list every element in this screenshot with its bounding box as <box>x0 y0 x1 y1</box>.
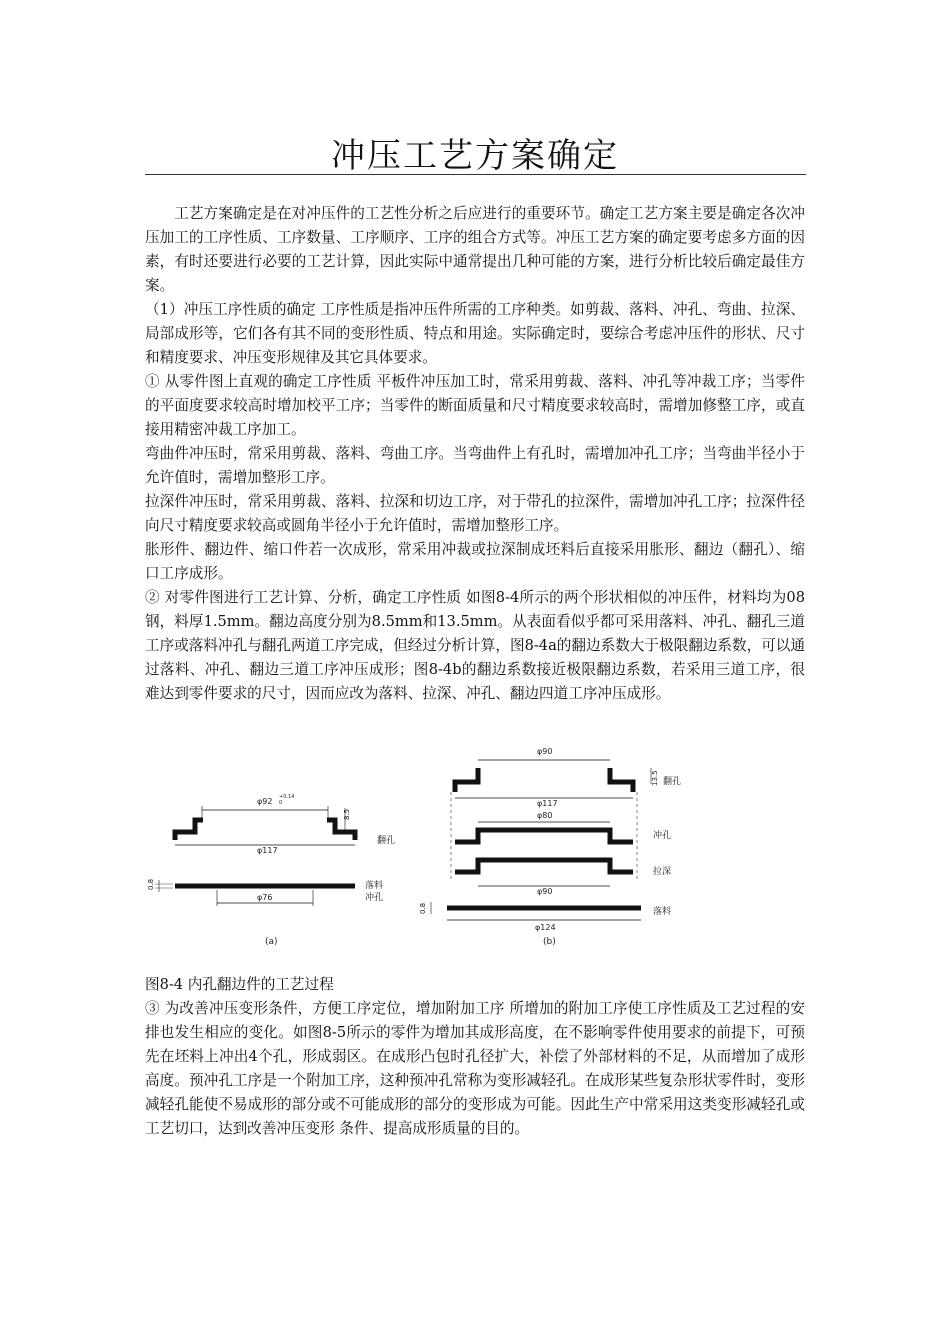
paragraph-bulging: 胀形件、翻边件、缩口件若一次成形，常采用冲裁或拉深制成坯料后直接采用胀形、翻边（翻孔）、缩口工序成形。 <box>145 541 805 582</box>
figure-b-labels <box>419 747 681 947</box>
title-underline <box>145 174 806 175</box>
figure-8-4 <box>145 740 705 960</box>
fig-b-dim-90: φ90 <box>537 887 553 896</box>
fig-a-step-flanging: 翻孔 <box>377 836 396 846</box>
figure-a-labels <box>147 794 395 947</box>
paragraph-bending: 弯曲件冲压时，常采用剪裁、落料、弯曲工序。当弯曲件上有孔时，需增加冲孔工序；当弯曲半径小于允许值时，需增加整形工序。 <box>145 445 805 486</box>
fig-b-label: (b) <box>543 937 556 947</box>
fig-a-dim-thick: 0.8 <box>147 878 155 890</box>
fig-a-dim-top-tol2: 0 <box>279 800 283 806</box>
fig-a-step-blanking: 落料 <box>365 881 384 891</box>
fig-b-step-blanking: 落料 <box>653 907 672 917</box>
fig-a-label: (a) <box>265 937 278 947</box>
fig-b-dim-top: φ90 <box>537 747 553 756</box>
fig-b-step-flanging: 翻孔 <box>663 777 682 787</box>
body-section-1 <box>145 202 805 706</box>
fig-a-step-piercing: 冲孔 <box>365 893 384 903</box>
figure-a <box>155 806 370 906</box>
fig-a-dim-height: 8.5 <box>343 808 351 820</box>
fig-a-dim-top-tol: +0.14 <box>279 794 295 800</box>
fig-b-step-piercing: 冲孔 <box>653 831 672 841</box>
paragraph-deep-drawing: 拉深件冲压时，常采用剪裁、落料、拉深和切边工序，对于带孔的拉深件，需增加冲孔工序；拉深件径向尺寸精度要求较高或圆角半径小于允许值时，需增加整形工序。 <box>145 493 805 534</box>
figure-drawing <box>145 740 705 960</box>
fig-b-dim-117: φ117 <box>537 799 558 808</box>
paragraph-from-drawing: ① 从零件图上直观的确定工序性质 平板件冲压加工时，常采用剪裁、落料、冲孔等冲裁工序；当零件的平面度要求较高时增加校平工序；当零件的断面质量和尺寸精度要求较高时，需增加修整工序，或直接用精密冲裁工序加工。 <box>145 373 805 438</box>
fig-a-dim-mid: φ117 <box>257 846 278 855</box>
fig-a-dim-top: φ92 <box>257 797 273 806</box>
figure-b <box>431 760 651 920</box>
fig-b-dim-124: φ124 <box>535 923 556 932</box>
fig-a-dim-bottom: φ76 <box>257 893 273 902</box>
paragraph-additional-process: ③ 为改善冲压变形条件，方便工序定位，增加附加工序 所增加的附加工序使工序性质及工艺过程的安排也发生相应的变化。如图8-5所示的零件为增加其成形高度，在不影响零件使用要求的前提下，可预先在坯料上冲出4个孔，形成弱区。在成形凸包时孔径扩大，补偿了外部材料的不足，从而增加了成形高度。预冲孔工序是一个附加工序，这种预冲孔常称为变形减轻孔。在成形某些复杂形状零件时，变形减轻孔能使不易成形的部分或不可能成形的部分的变形成为可能。因此生产中常采用这类变形减轻孔或工艺切口，达到改善冲压变形 条件、提高成形质量的目的。 <box>145 1000 805 1137</box>
body-section-2 <box>145 973 805 1141</box>
paragraph-calculation: ② 对零件图进行工艺计算、分析，确定工序性质 如图8-4所示的两个形状相似的冲压件，材料均为08钢，料厚1.5mm。翻边高度分别为8.5mm和13.5mm。从表面看似乎都可采用落料、冲孔、翻孔三道工序或落料冲孔与翻孔两道工序完成，但经过分析计算，图8-4a的翻边系数大于极限翻边系数，可以通过落料、冲孔、翻边三道工序冲压成形；图8-4b的翻边系数接近极限翻边系数，若采用三道工序，很难达到零件要求的尺寸，因而应改为落料、拉深、冲孔、翻边四道工序冲压成形。 <box>145 589 805 702</box>
page-title: 冲压工艺方案确定 <box>331 136 619 176</box>
fig-b-step-drawing: 拉深 <box>653 867 672 877</box>
fig-b-dim-height: 13.5 <box>651 770 659 786</box>
paragraph-intro: 工艺方案确定是在对冲压件的工艺性分析之后应进行的重要环节。确定工艺方案主要是确定各次冲压加工的工序性质、工序数量、工序顺序、工序的组合方式等。冲压工艺方案的确定要考虑多方面的因素，有时还要进行必要的工艺计算，因此实际中通常提出几种可能的方案，进行分析比较后确定最佳方案。 <box>145 205 805 294</box>
figure-caption: 图8-4 内孔翻边件的工艺过程 <box>145 976 334 993</box>
paragraph-process-nature: （1）冲压工序性质的确定 工序性质是指冲压件所需的工序种类。如剪裁、落料、冲孔、弯曲、拉深、局部成形等，它们各有其不同的变形性质、特点和用途。实际确定时，要综合考虑冲压件的形状、尺寸和精度要求、冲压变形规律及其它具体要求。 <box>145 301 805 366</box>
fig-b-dim-80: φ80 <box>537 811 553 820</box>
fig-b-dim-thick: 0.8 <box>419 902 427 914</box>
